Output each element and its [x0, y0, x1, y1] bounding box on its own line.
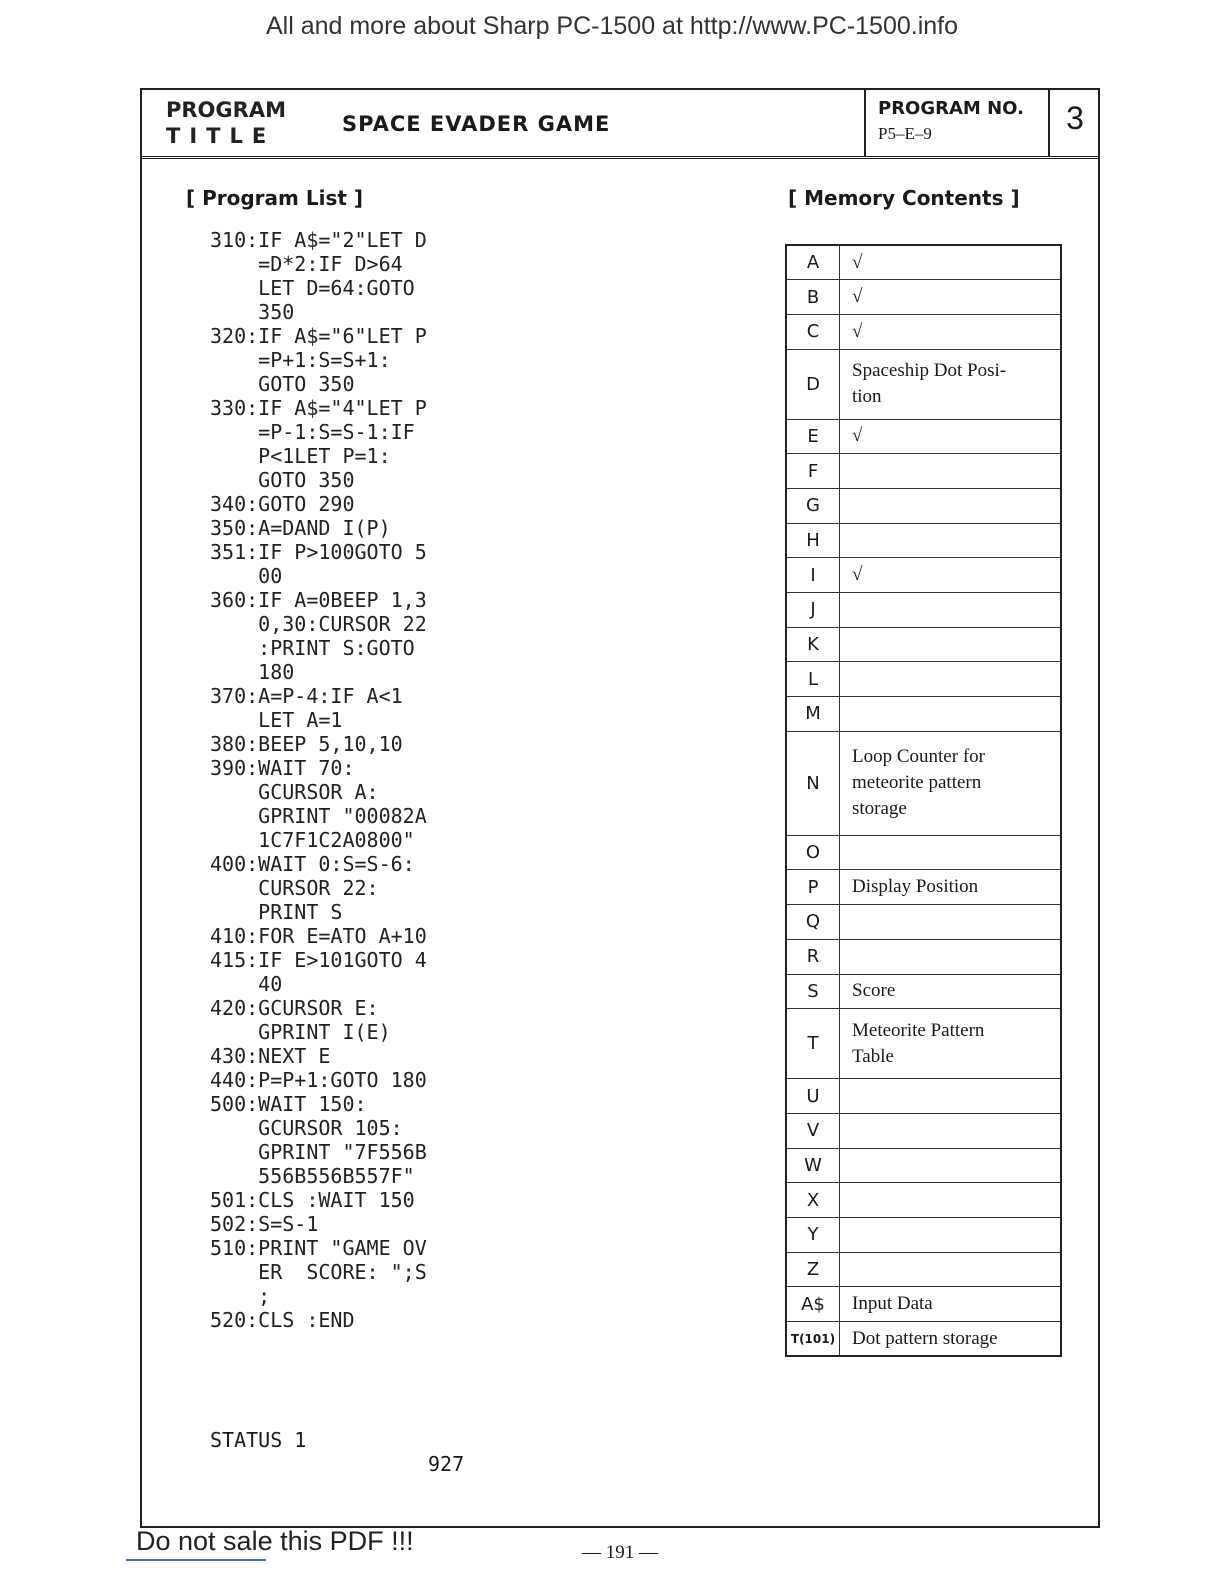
memory-description	[840, 1183, 1062, 1218]
program-title: SPACE EVADER GAME	[342, 112, 611, 136]
memory-row	[786, 1079, 1061, 1114]
memory-variable: Y	[786, 1217, 840, 1252]
memory-variable: M	[786, 697, 840, 732]
memory-variable: D	[786, 349, 840, 419]
program-number: P5–E–9	[878, 124, 932, 143]
memory-description	[840, 905, 1062, 940]
memory-description	[840, 939, 1062, 974]
memory-description	[840, 1113, 1062, 1148]
memory-variable: R	[786, 939, 840, 974]
memory-variable: I	[786, 558, 840, 593]
memory-variable: B	[786, 280, 840, 315]
memory-description	[840, 1079, 1062, 1114]
memory-description	[840, 1148, 1062, 1183]
memory-variable: W	[786, 1148, 840, 1183]
memory-row	[786, 1183, 1061, 1218]
memory-variable: S	[786, 974, 840, 1009]
memory-description	[840, 1217, 1062, 1252]
program-number-label: PROGRAM NO.	[878, 98, 1024, 119]
memory-row	[786, 593, 1061, 628]
memory-row	[786, 1009, 1061, 1079]
memory-variable: F	[786, 454, 840, 489]
memory-contents-heading: [ Memory Contents ]	[788, 186, 1020, 210]
memory-row	[786, 454, 1061, 489]
memory-description	[840, 835, 1062, 870]
memory-row	[786, 558, 1061, 593]
program-number-box	[864, 90, 1050, 156]
memory-row	[786, 905, 1061, 940]
memory-row	[786, 419, 1061, 454]
memory-row	[786, 697, 1061, 732]
memory-description: Loop Counter for meteorite pattern storage	[840, 731, 1062, 835]
memory-variable: N	[786, 731, 840, 835]
memory-contents-table	[785, 244, 1062, 1357]
memory-row	[786, 627, 1061, 662]
checkmark-icon: √	[840, 314, 1062, 349]
memory-variable: O	[786, 835, 840, 870]
memory-row	[786, 939, 1061, 974]
memory-variable: J	[786, 593, 840, 628]
checkmark-icon: √	[840, 245, 1062, 280]
memory-row	[786, 731, 1061, 835]
status-value: 927	[428, 1452, 465, 1476]
memory-variable: X	[786, 1183, 840, 1218]
memory-row	[786, 314, 1061, 349]
checkmark-icon: √	[840, 558, 1062, 593]
memory-variable: G	[786, 488, 840, 523]
memory-variable: E	[786, 419, 840, 454]
memory-description	[840, 488, 1062, 523]
memory-description	[840, 454, 1062, 489]
memory-row	[786, 1217, 1061, 1252]
memory-row	[786, 974, 1061, 1009]
memory-variable: A	[786, 245, 840, 280]
program-list-heading: [ Program List ]	[186, 186, 364, 210]
memory-variable: U	[786, 1079, 840, 1114]
memory-row	[786, 1322, 1061, 1357]
memory-variable: H	[786, 523, 840, 558]
memory-description: Score	[840, 974, 1062, 1009]
memory-variable: P	[786, 870, 840, 905]
memory-description: Display Position	[840, 870, 1062, 905]
memory-description	[840, 627, 1062, 662]
memory-description: Meteorite Pattern Table	[840, 1009, 1062, 1079]
memory-description	[840, 593, 1062, 628]
memory-variable: V	[786, 1113, 840, 1148]
memory-row	[786, 870, 1061, 905]
memory-row	[786, 349, 1061, 419]
memory-row	[786, 662, 1061, 697]
memory-variable: T	[786, 1009, 840, 1079]
memory-description	[840, 662, 1062, 697]
program-code-listing: 310:IF A$="2"LET D =D*2:IF D>64 LET D=64:GOTO 350 320:IF A$="6"LET P =P+1:S=S+1: GOTO 350 330:IF A$="4"LET P =P-1:S=S-1:IF P<1LET P=1: GOTO 350 340:GOTO 290 350:A=DAND I(P) 351:IF P>100GOTO 5 00 360:IF A=0BEEP 1,3 0,30:CURSOR 22 :PRINT S:GOTO 180 370:A=P-4:IF A<1 LET A=1 380:BEEP 5,10,10 390:WAIT 70: GCURSOR A: GPRINT "00082A 1C7F1C2A0800" 400:WAIT 0:S=S-6: CURSOR 22: PRINT S 410:FOR E=ATO A+10 415:IF E>101GOTO 4 40 420:GCURSOR E: GPRINT I(E) 430:NEXT E 440:P=P+1:GOTO 180 500:WAIT 150: GCURSOR 105: GPRINT "7F556B 556B556B557F" 501:CLS :WAIT 150 502:S=S-1 510:PRINT "GAME OV ER SCORE: ";S ; 520:CLS :END	[210, 228, 427, 1332]
program-title-label-line2: TITLE	[166, 124, 276, 148]
memory-row	[786, 1287, 1061, 1322]
memory-row	[786, 1148, 1061, 1183]
memory-row	[786, 280, 1061, 315]
site-banner: All and more about Sharp PC-1500 at http://www.PC-1500.info	[265, 12, 959, 40]
memory-description	[840, 697, 1062, 732]
memory-description: Input Data	[840, 1287, 1062, 1322]
memory-row	[786, 245, 1061, 280]
memory-variable: A$	[786, 1287, 840, 1322]
memory-row	[786, 523, 1061, 558]
memory-row	[786, 1113, 1061, 1148]
footer-note: Do not sale this PDF !!!	[136, 1526, 414, 1556]
status-label: STATUS 1	[210, 1428, 307, 1452]
memory-variable: C	[786, 314, 840, 349]
memory-variable: L	[786, 662, 840, 697]
memory-row	[786, 488, 1061, 523]
program-title-label-line1: PROGRAM	[166, 98, 286, 122]
memory-description	[840, 1252, 1062, 1287]
memory-row	[786, 835, 1061, 870]
memory-variable: T(101)	[786, 1322, 840, 1357]
page-number: — 191 —	[582, 1542, 658, 1563]
checkmark-icon: √	[840, 419, 1062, 454]
program-sheet	[140, 88, 1100, 1528]
memory-row	[786, 1252, 1061, 1287]
program-page-index: 3	[1066, 100, 1084, 136]
checkmark-icon: √	[840, 280, 1062, 315]
memory-description: Dot pattern storage	[840, 1322, 1062, 1357]
memory-variable: K	[786, 627, 840, 662]
memory-variable: Q	[786, 905, 840, 940]
memory-description: Spaceship Dot Posi- tion	[840, 349, 1062, 419]
memory-description	[840, 523, 1062, 558]
program-header	[142, 90, 1098, 159]
memory-variable: Z	[786, 1252, 840, 1287]
